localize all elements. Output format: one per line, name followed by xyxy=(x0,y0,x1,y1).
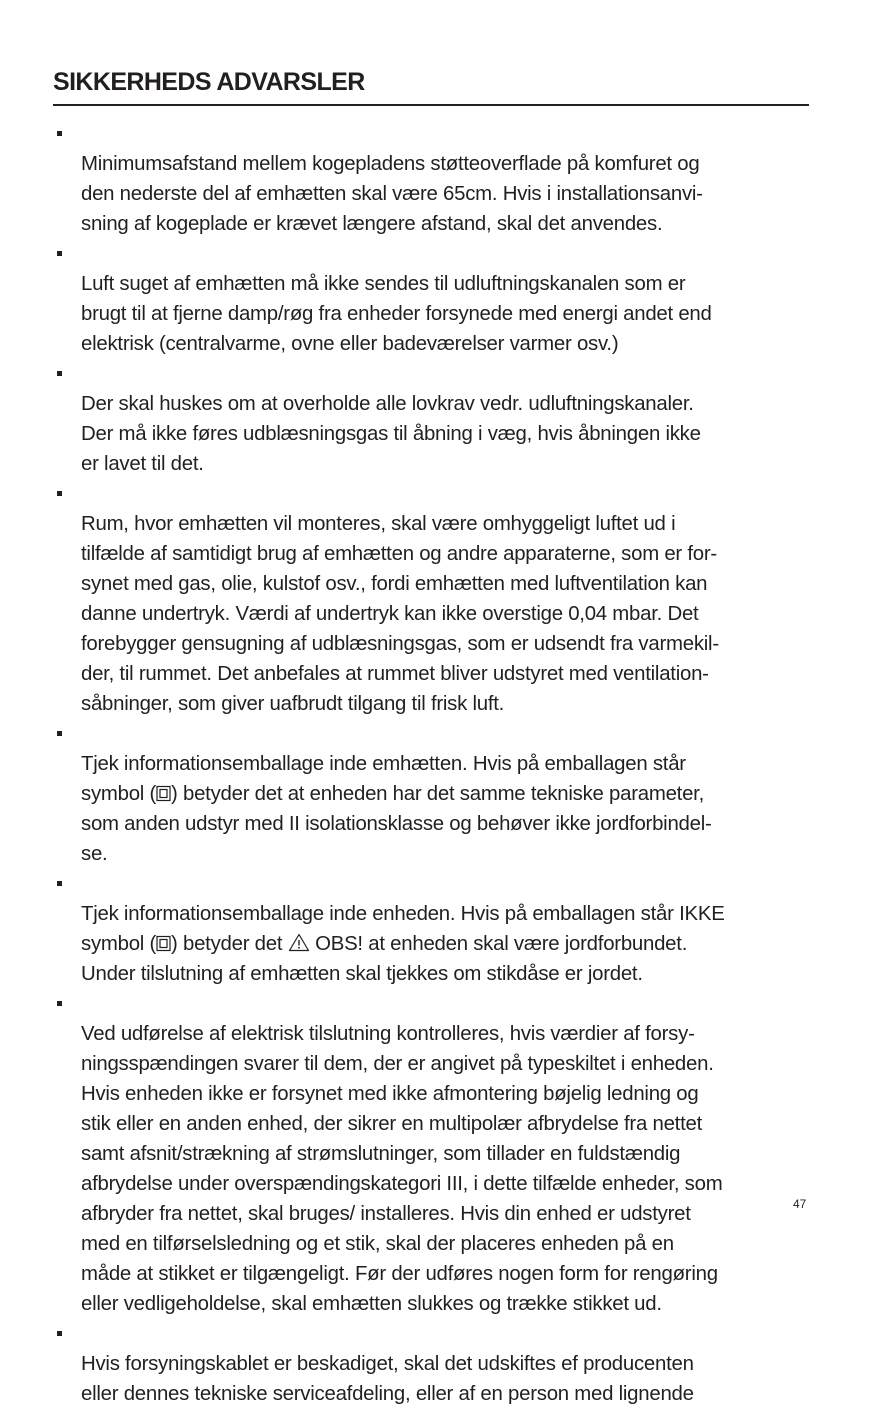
list-item xyxy=(53,1319,811,1409)
page-title: SIKKERHEDS ADVARSLER xyxy=(53,68,365,96)
bullet-icon xyxy=(57,1331,62,1336)
item-text: ) betyder det xyxy=(171,933,288,955)
item-text: Luft suget af emhætten må ikke sendes til udluftningskanalen som er brugt til at fjerne damp/røg fra enheder forsynede med energi andet end elektrisk (centralvarme, ovne eller badeværelser varmer osv.) xyxy=(81,273,712,355)
page-number: 47 xyxy=(793,1197,807,1211)
item-text: Rum, hvor emhætten vil monteres, skal være omhyggeligt luftet ud i tilfælde af samtidigt brug af emhætten og andre apparaterne, som er for- synet med gas, olie, kulstof osv., fordi emhætten med luftventilation kan danne undertryk. Værdi af undertryk kan ikke overstige 0,04 mbar. Det forebygger gensugning af udblæsningsgas, som er udsendt fra varmekil- der, til rummet. Det anbefales at rummet bliver udstyret med ventilation- såbninger, som giver uafbrudt tilgang til frisk luft. xyxy=(81,513,719,715)
item-text: Ved udførelse af elektrisk tilslutning kontrolleres, hvis værdier af forsy- ningsspændingen svarer til dem, der er angivet på typeskiltet i enheden. Hvis enheden ikke er forsynet med ikke afmontering bøjelig ledning og stik eller en anden enhed, der sikrer en multipolær afbrydelse fra nettet samt afsnit/strækning af strømslutninger, som tillader en fuldstændig afbrydelse under overspændingskategori III, i dette tilfælde enheder, som afbryder fra nettet, skal bruges/ installeres. Hvis din enhed er udstyret med en tilførselsledning og et stik, skal der placeres enheden på en måde at stikket er tilgængeligt. Før der udføres nogen form for rengøring eller vedligeholdelse, skal emhætten slukkes og trække stikket ud. xyxy=(81,1023,723,1315)
list-item xyxy=(53,479,811,719)
bullet-icon xyxy=(57,131,62,136)
item-text: Der skal huskes om at overholde alle lovkrav vedr. udluftningskanaler. Der må ikke føres udblæsningsgas til åbning i væg, hvis åbningen ikke er lavet til det. xyxy=(81,393,701,475)
title-divider xyxy=(53,104,809,106)
bullet-icon xyxy=(57,731,62,736)
item-text: Tjek informationsemballage inde enheden. Hvis på emballagen står IKKE xyxy=(81,903,725,925)
list-item xyxy=(53,239,811,359)
warning-triangle-icon xyxy=(288,933,310,952)
list-item xyxy=(53,719,811,869)
warning-list xyxy=(53,119,811,1409)
item-text: Minimumsafstand mellem kogepladens støtteoverflade på komfuret og den nederste del af emhætten skal være 65cm. Hvis i installationsanvi- sning af kogeplade er krævet længere afstand, skal det anvendes. xyxy=(81,153,703,235)
double-insulation-icon xyxy=(156,935,171,952)
bullet-icon xyxy=(57,371,62,376)
list-item xyxy=(53,359,811,479)
double-insulation-icon xyxy=(156,785,171,802)
bullet-icon xyxy=(57,251,62,256)
bullet-icon xyxy=(57,881,62,886)
item-text: Tjek informationsemballage inde emhætten. Hvis på emballagen står xyxy=(81,753,686,775)
item-text: symbol ( xyxy=(81,933,157,955)
list-item xyxy=(53,869,811,989)
bullet-icon xyxy=(57,491,62,496)
list-item xyxy=(53,989,811,1319)
item-text: ) betyder det at enheden har det samme tekniske parameter, som anden udstyr med II isolationsklasse og behøver ikke jordforbindel- se. xyxy=(81,783,712,865)
bullet-icon xyxy=(57,1001,62,1006)
item-text: symbol ( xyxy=(81,783,157,805)
list-item xyxy=(53,119,811,239)
item-text: Hvis forsyningskablet er beskadiget, skal det udskiftes ef producenten eller dennes tekniske serviceafdeling, eller af en person med lignende xyxy=(81,1353,694,1405)
item-text: OBS! at enheden skal være jordforbundet. Under tilslutning af emhætten skal tjekkes om stikdåse er jordet. xyxy=(81,933,688,985)
